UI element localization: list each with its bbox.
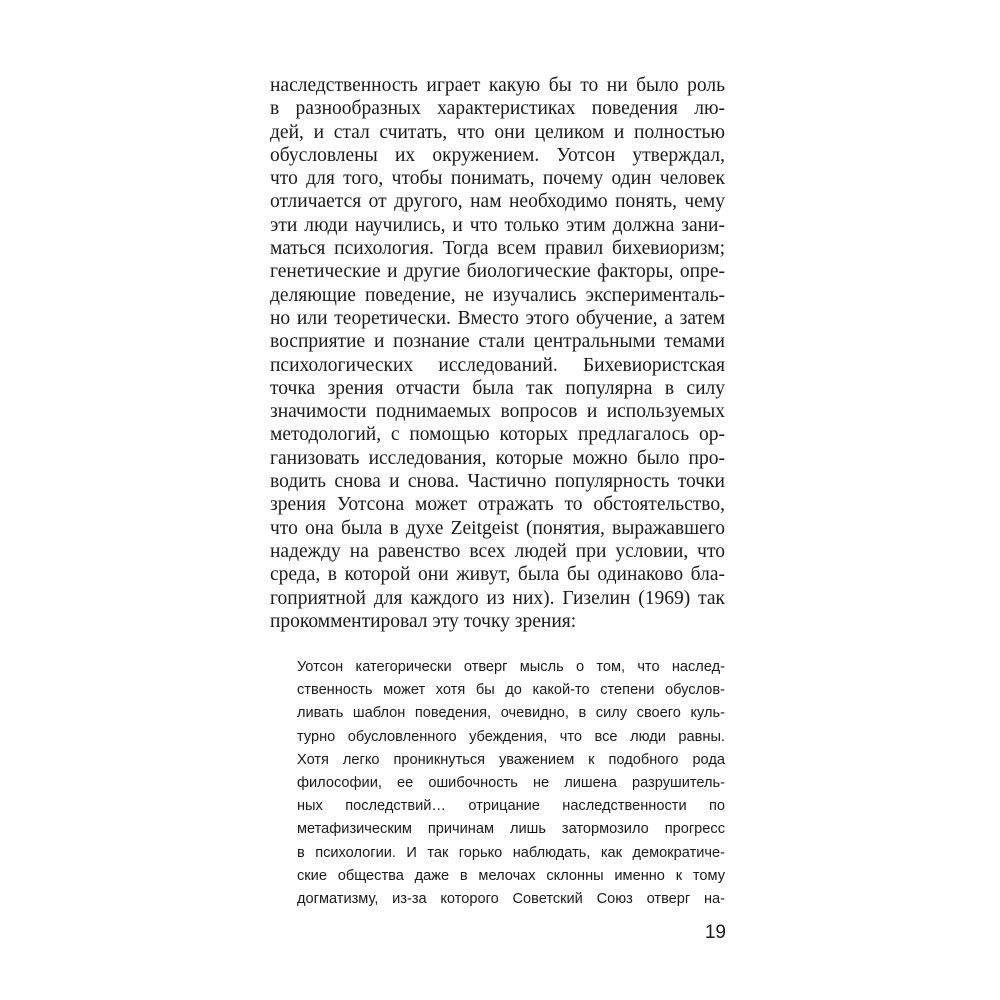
main-text bbox=[270, 74, 725, 633]
text-line: что для того, чтобы понимать, почему один человек bbox=[270, 168, 725, 190]
text-line: эти люди научились, и что только этим должна зани- bbox=[270, 214, 725, 236]
text-line: в разнообразных характеристиках поведения лю- bbox=[270, 98, 725, 120]
text-line: прокомментировал эту точку зрения: bbox=[270, 610, 577, 632]
text-line: обусловлены их окружением. Уотсон утверждал, bbox=[270, 144, 725, 166]
text-line: среда, в которой они живут, была бы одинаково бла- bbox=[270, 564, 725, 586]
block-quote bbox=[297, 656, 725, 911]
quote-line: ливать шаблон поведения, очевидно, в силу своего куль- bbox=[297, 705, 725, 722]
quote-line: Уотсон категорически отверг мысль о том, что наслед- bbox=[297, 659, 725, 675]
text-line: что она была в духе Zeitgeist (понятия, выражавшего bbox=[270, 517, 725, 539]
quote-line: догматизму, из-за которого Советский Союз отверг на- bbox=[297, 890, 725, 907]
quote-line: в психологии. И так горько наблюдать, как демократиче- bbox=[297, 844, 725, 861]
text-line: маться психология. Тогда всем правил бихевиоризм; bbox=[270, 238, 725, 260]
text-line: точка зрения отчасти была так популярна в силу bbox=[270, 377, 725, 399]
quote-line: философии, ее ошибочность не лишена разрушитель- bbox=[297, 774, 725, 791]
text-line: зрения Уотсона может отражать то обстоятельство, bbox=[270, 494, 725, 516]
page-number: 19 bbox=[704, 922, 726, 943]
text-line: наследственность играет какую бы то ни было роль bbox=[270, 75, 725, 96]
text-line: надежду на равенство всех людей при условии, что bbox=[270, 540, 725, 562]
text-line: восприятие и познание стали центральными темами bbox=[270, 331, 725, 353]
quote-line: ных последствий… отрицание наследственности по bbox=[297, 798, 725, 815]
text-line: ганизовать исследования, которые можно было про- bbox=[270, 447, 725, 469]
text-line: методологий, с помощью которых предлагалось ор- bbox=[270, 424, 725, 446]
text-line: деляющие поведение, не изучались эксперименталь- bbox=[270, 284, 725, 306]
text-line: дей, и стал считать, что они целиком и полностью bbox=[270, 121, 725, 143]
text-line: отличается от другого, нам необходимо понять, чему bbox=[270, 191, 725, 213]
text-line: психологических исследований. Бихевиористская bbox=[270, 354, 725, 376]
text-line: водить снова и снова. Частично популярность точки bbox=[270, 471, 725, 493]
text-line: генетические и другие биологические факторы, опре- bbox=[270, 261, 725, 283]
quote-line: Хотя легко проникнуться уважением к подобного рода bbox=[297, 751, 725, 768]
text-line: значимости поднимаемых вопросов и используемых bbox=[270, 401, 725, 423]
quote-line: ские общества даже в мелочах склонны именно к тому bbox=[297, 867, 725, 884]
quote-line: метафизическим причинам лишь затормозило прогресс bbox=[297, 821, 725, 838]
text-line: гоприятной для каждого из них). Гизелин (1969) так bbox=[270, 587, 725, 609]
quote-line: турно обусловленного убеждения, что все люди равны. bbox=[297, 728, 725, 745]
quote-line: ственность может хотя бы до какой-то степени обуслов- bbox=[297, 682, 725, 699]
text-line: но или теоретически. Вместо этого обучение, а затем bbox=[270, 307, 725, 329]
